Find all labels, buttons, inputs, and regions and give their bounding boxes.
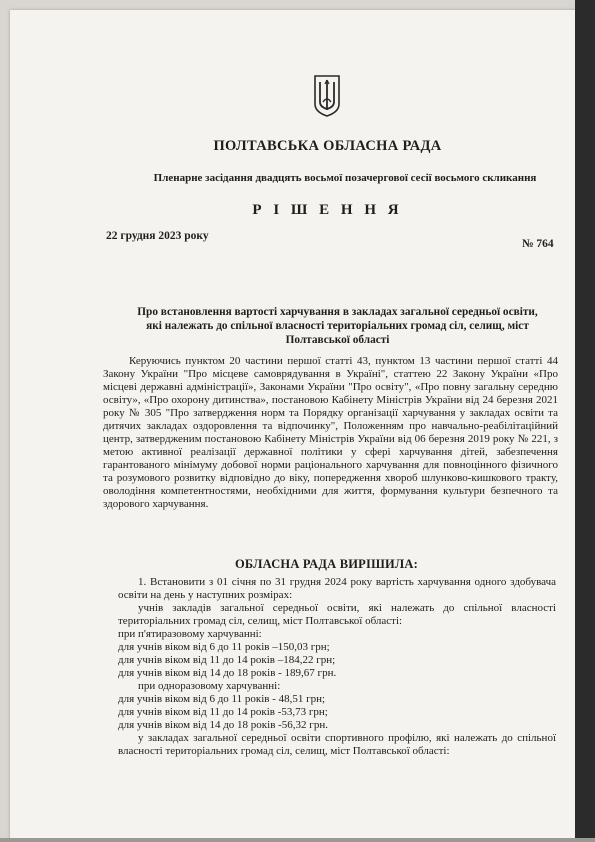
session-line: Пленарне засідання двадцять восьмої позачергової сесії восьмого скликання (153, 172, 537, 184)
one-meal-heading: при одноразовому харчуванні: (138, 680, 281, 692)
scan-dark-edge (575, 0, 595, 842)
list-item: для учнів віком від 11 до 14 років -53,73 грн; (118, 706, 328, 718)
list-item: для учнів віком від 14 до 18 років - 189,67 грн. (118, 667, 337, 679)
paragraph-3: у закладах загальної середньої освіти спортивного профілю, які належать до спільної власності територіальних громад сіл, селищ, міст Полтавської області: (118, 732, 556, 757)
list-item: для учнів віком від 11 до 14 років –184,22 грн; (118, 654, 336, 666)
resolution-body (118, 576, 556, 758)
decision-date: 22 грудня 2023 року (106, 230, 209, 242)
title-line: Про встановлення вартості харчування в закладах загальної середньої освіти, (137, 306, 538, 318)
resolution-heading: ОБЛАСНА РАДА ВИРІШИЛА: (235, 557, 419, 571)
list-item: для учнів віком від 6 до 11 років –150,03 грн; (118, 641, 330, 653)
list-item: для учнів віком від 14 до 18 років -56,32 грн. (118, 719, 328, 731)
list-item: для учнів віком від 6 до 11 років - 48,51 грн; (118, 693, 326, 705)
council-name: ПОЛТАВСЬКА ОБЛАСНА РАДА (213, 138, 442, 154)
scan-bottom-edge (0, 838, 595, 842)
title-line: Полтавської області (285, 334, 390, 346)
paragraph-2: учнів закладів загальної середньої освіти, які належать до спільної власності територіальних громад сіл, селищ, міст Полтавської області: (118, 602, 556, 627)
paragraph-1: 1. Встановити з 01 січня по 31 грудня 2024 року вартість харчування одного здобувача освіти на день у наступних розмірах: (118, 576, 556, 601)
decision-title (100, 305, 575, 347)
document-type: Р І Ш Е Н Н Я (252, 202, 403, 218)
trident-emblem-icon (312, 74, 342, 118)
title-line: які належать до спільної власності територіальних громад сіл, селищ, міст (146, 320, 529, 332)
decision-number: № 764 (522, 238, 554, 250)
preamble-paragraph: Керуючись пунктом 20 частини першої статті 43, пунктом 13 частини першої статті 44 Закону України "Про місцеве самоврядування в Україні", статтею 22 Закону України «Про місцеві державні адміністрації», Законами України "Про освіту", «Про повну загальну середню освіту», «Про охорону дитинства», постановою Кабінету Міністрів України від 24 березня 2021 року № 305 "Про затвердження норм та Порядку організації харчування у закладах освіти та дитячих закладах оздоровлення та відпочинку", Положенням про навчально-реабілітаційний центр, затвердженим постановою Кабінету Міністрів України від 06 березня 2019 року № 221, з метою активної реалізації державної політики у сфері харчування дітей, забезпечення гарантованого мінімуму добової норми раціонального харчування для повноцінного фізичного та розумового розвитку відповідно до віку, попередження хвороб шлунково-кишкового тракту, оволодіння компетентностями, необхідними для життя, формування культури безпечного та здорового харчування. (103, 355, 558, 510)
five-meals-heading: при п'ятиразовому харчуванні: (118, 628, 262, 640)
